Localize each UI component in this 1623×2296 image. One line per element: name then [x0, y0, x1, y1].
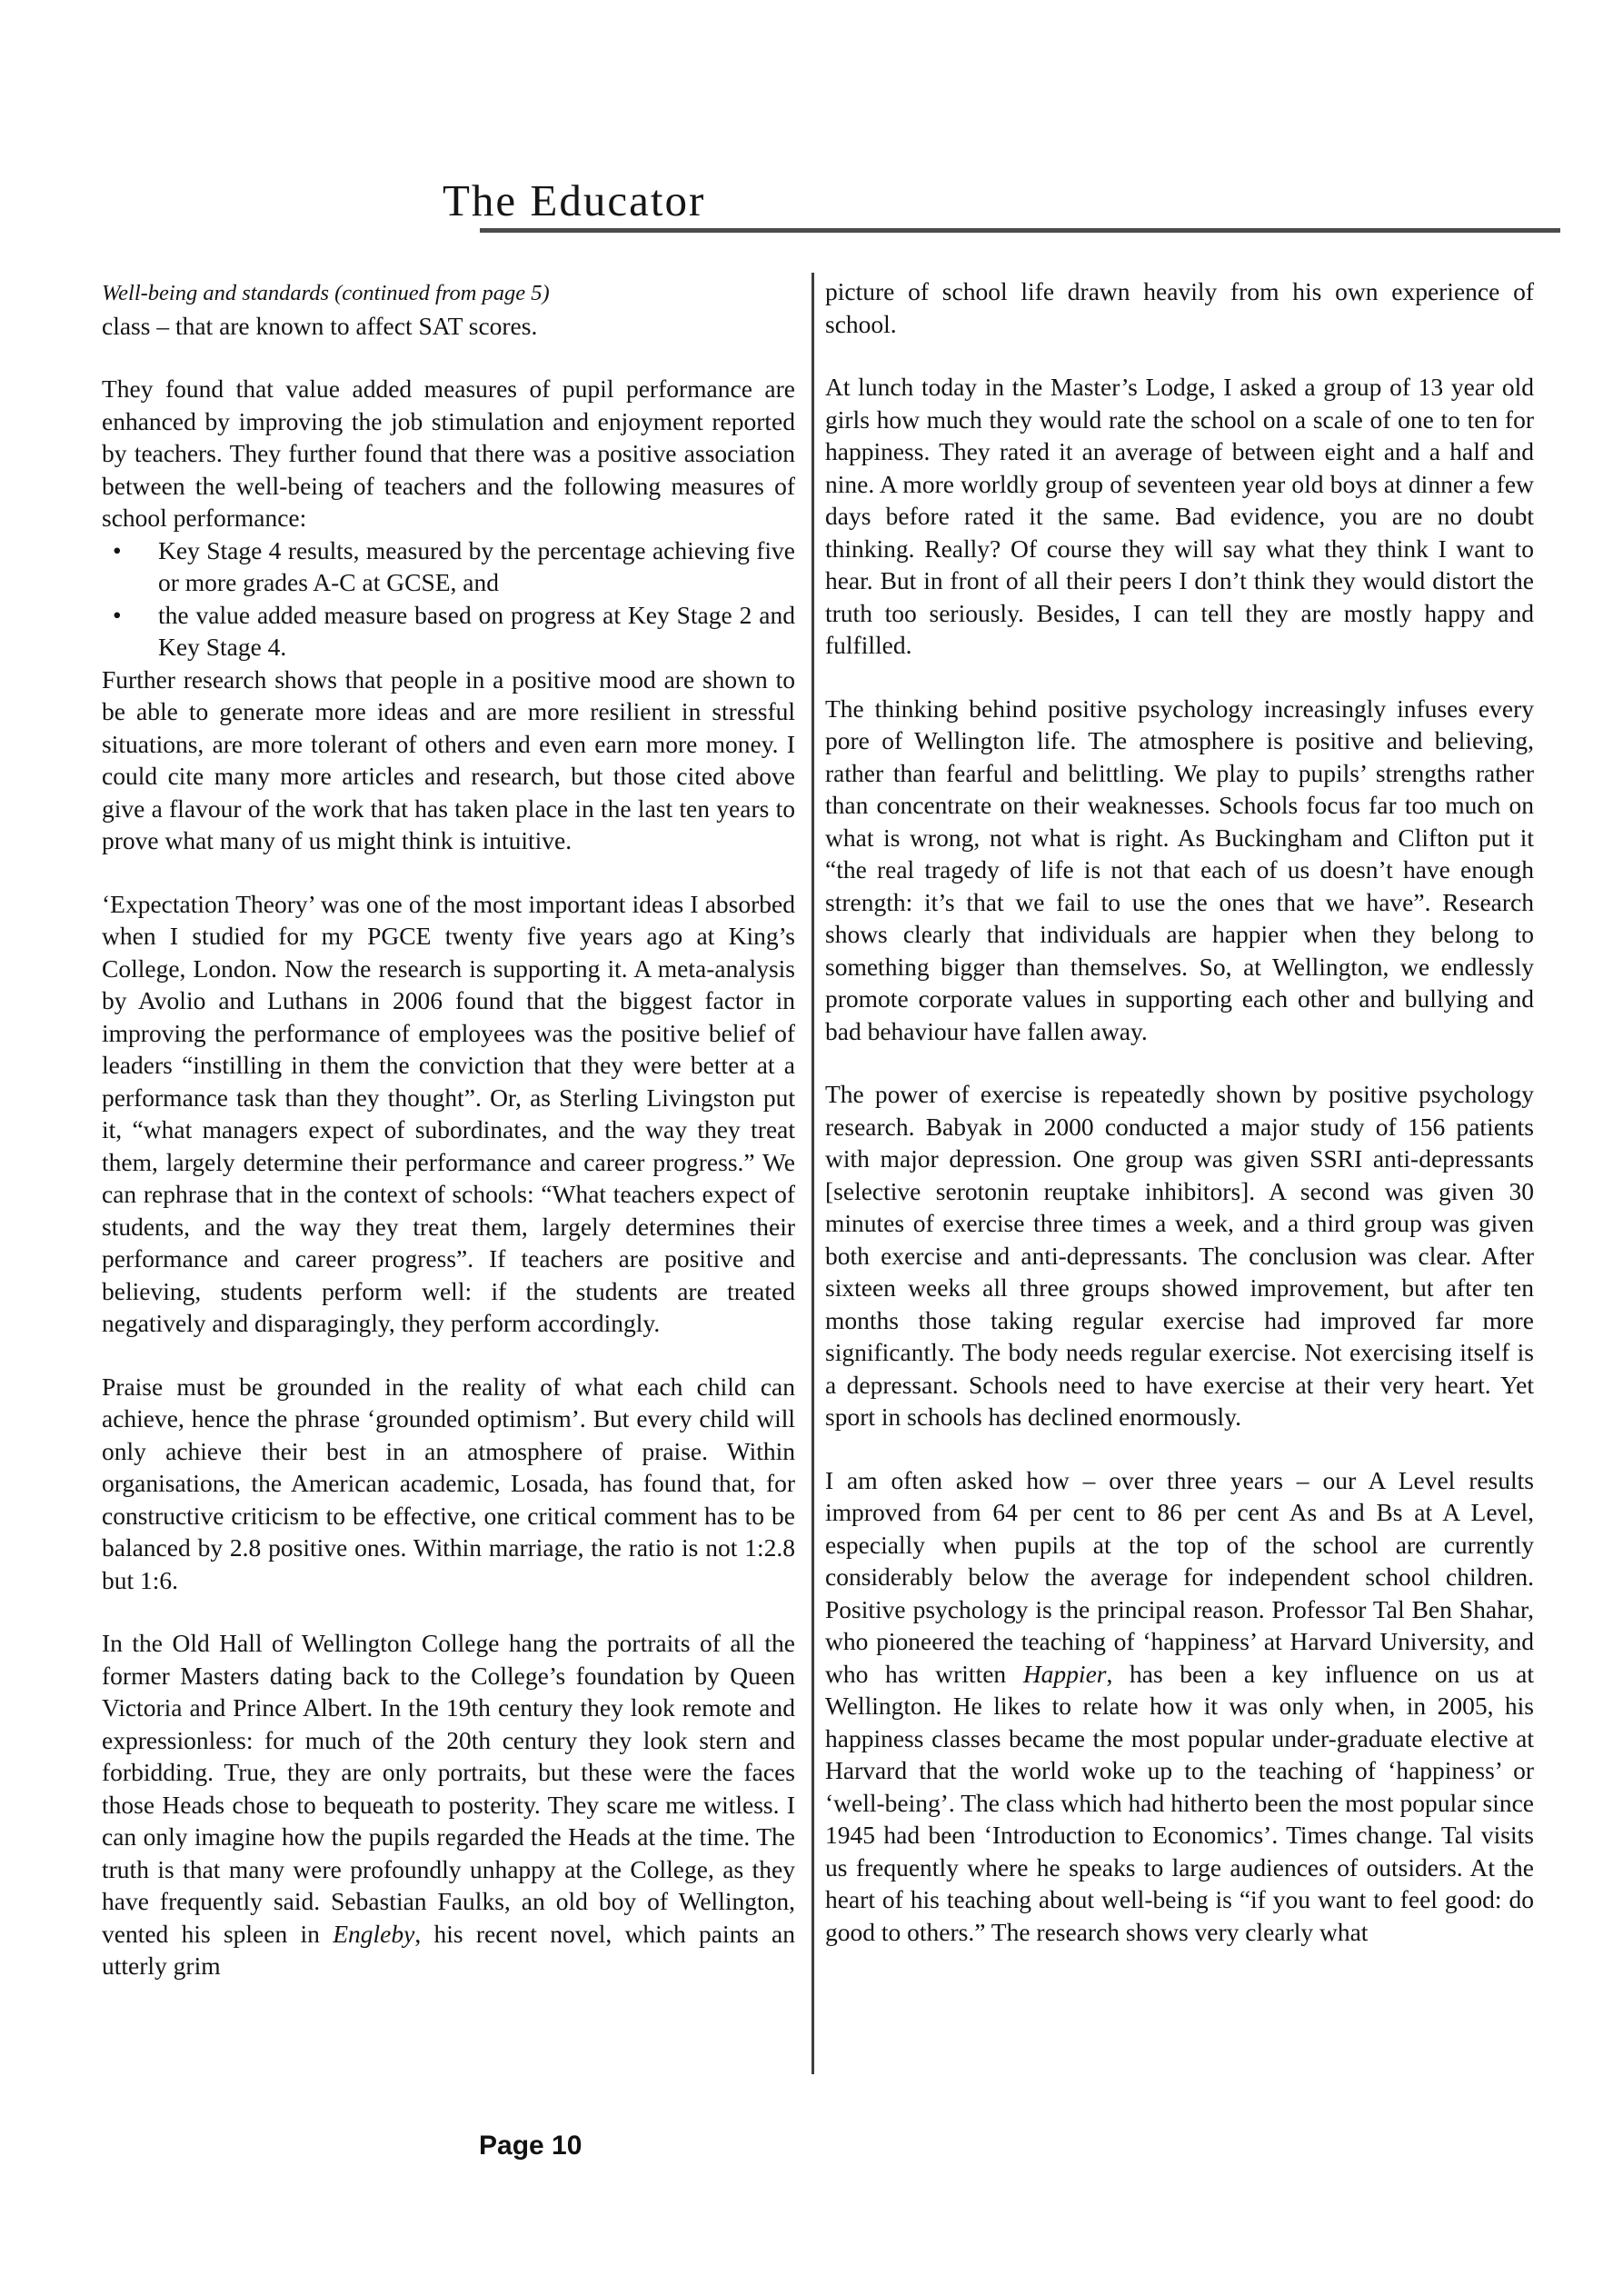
text-run: , has been a key influence on us at Wellington. He likes to relate how it was only when, in 2005, his happiness classes became the most popular under-graduate elective at Harvard that the world woke up to the teaching of ‘happiness’ or ‘well-being’. The class which had hitherto been the most popular since 1945 had been ‘Introduction to Economics’. Times change. Tal visits us frequently where he speaks to large audiences of outsiders. At the heart of his teaching about well-being is “if you want to feel good: do good to others.” The research shows very clearly what — [825, 1659, 1534, 1946]
text-run: The thinking behind positive psychology increasingly infuses every pore of Wellington life. The atmosphere is positive and believing, rather than fearful and belittling. We play to pupils’ strengths rather than concentrate on their weaknesses. Schools focus far too much on what is wrong, not what is right. As Buckingham and Clifton put it “the real tragedy of life is not that each of us doesn’t have enough strength: it’s that we fail to use the ones that we have”. Research shows clearly that individuals are happier when they belong to something bigger than themselves. So, at Wellington, we endlessly promote corporate values in supporting each other and bullying and bad behaviour have fallen away. — [825, 694, 1534, 1045]
bullet-icon: • — [113, 600, 122, 629]
bullet-list — [102, 534, 795, 664]
italic-text: Well-being and standards (continued from page 5) — [102, 281, 550, 305]
paragraph — [825, 371, 1534, 662]
bullet-text — [158, 534, 795, 599]
bullet-icon: • — [113, 535, 122, 564]
bullet-item — [102, 599, 795, 664]
text-run: I am often asked how – over three years – our A Level results improved from 64 per cent to 86 per cent As and Bs at A Level, especially when pupils at the top of the school are currently considerably below the average for independent school children. Positive psychology is the principal reason. Professor Tal Ben Shahar, who pioneered the teaching of ‘happiness’ at Harvard University, and who has written — [825, 1465, 1534, 1688]
left-column — [102, 275, 795, 1982]
paragraph — [102, 1627, 795, 1982]
paragraph — [102, 275, 795, 342]
text-run: Further research shows that people in a positive mood are shown to be able to generate more ideas and are more resilient in stressful situations, are more tolerant of others and even earn more money. I could cite many more articles and research, but those cited above give a flavour of the work that has taken place in the last ten years to prove what many of us might think is intuitive. — [102, 664, 795, 854]
text-run: the value added measure based on progress at Key Stage 2 and Key Stage 4. — [158, 600, 795, 661]
title-rule — [480, 228, 1560, 233]
text-run: Praise must be grounded in the reality of what each child can achieve, hence the phrase ‘grounded optimism’. But every child will only achieve their best in an atmosphere of praise. Within organisations, the American academic, Losada, has found that, for constructive criticism to be effective, one critical comment has to be balanced by 2.8 positive ones. Within marriage, the ratio is not 1:2.8 but 1:6. — [102, 1372, 795, 1594]
paragraph — [825, 1078, 1534, 1433]
paragraph — [102, 373, 795, 534]
text-run: ‘Expectation Theory’ was one of the most important ideas I absorbed when I studied for my PGCE twenty five years ago at King’s College, London. Now the research is supporting it. A meta-analysis by Avolio and Luthans in 2006 found that the biggest factor in improving the performance of employees was the positive belief of leaders “instilling in them the conviction that they were better at a performance task than they thought”. Or, as Sterling Livingston put it, “what managers expect of subordinates, and the way they treat them, largely determine their performance and career progress.” We can rephrase that in the context of schools: “What teachers expect of students, and the way they treat them, largely determines their performance and career progress”. If teachers are positive and believing, students perform well: if the students are treated negatively and disparagingly, they perform accordingly. — [102, 889, 795, 1337]
page-title: The Educator — [443, 175, 706, 225]
italic-text: Happier — [1022, 1659, 1107, 1688]
text-run: Key Stage 4 results, measured by the percentage achieving five or more grades A-C at GCSE, and — [158, 535, 795, 596]
text-run: They found that value added measures of pupil performance are enhanced by improving the job stimulation and enjoyment reported by teachers. They further found that there was a positive association between the well-being of teachers and the following measures of school performance: — [102, 374, 795, 532]
text-run: class – that are known to affect SAT scores. — [102, 311, 538, 340]
italic-text: Engleby — [333, 1919, 415, 1948]
text-run: , his recent novel, which paints an utterly grim — [102, 1919, 795, 1980]
paragraph — [102, 664, 795, 857]
paragraph — [825, 275, 1534, 340]
text-run: picture of school life drawn heavily from his own experience of school. — [825, 277, 1534, 338]
right-column — [825, 275, 1534, 1948]
paragraph — [102, 1371, 795, 1597]
text-run: The power of exercise is repeatedly shown by positive psychology research. Babyak in 2000 conducted a major study of 156 patients with major depression. One group was given SSRI anti-depressants [selective serotonin reuptake inhibitors]. A second was given 30 minutes of exercise three times a week, and a third group was given both exercise and anti-depressants. The conclusion was clear. After sixteen weeks all three groups showed improvement, but after ten months those taking regular exercise had improved far more significantly. The body needs regular exercise. Not exercising itself is a depressant. Schools need to have exercise at their very heart. Yet sport in schools has declined enormously. — [825, 1080, 1534, 1431]
text-run: At lunch today in the Master’s Lodge, I asked a group of 13 year old girls how much they would rate the school on a scale of one to ten for happiness. They rated it an average of between eight and a half and nine. A more worldly group of seventeen year old boys at dinner a few days before rated it the same. Bad evidence, you are no doubt thinking. Really? Of course they will say what they think I want to hear. But in front of all their peers I don’t think they would distort the truth too seriously. Besides, I can tell they are mostly happy and fulfilled. — [825, 373, 1534, 659]
paragraph — [825, 1464, 1534, 1949]
page-number: Page 10 — [479, 2131, 582, 2161]
bullet-item — [102, 534, 795, 599]
bullet-text — [158, 599, 795, 664]
paragraph — [825, 693, 1534, 1048]
column-divider — [812, 273, 814, 2074]
paragraph — [102, 888, 795, 1340]
text-run: In the Old Hall of Wellington College hang the portraits of all the former Masters dating back to the College’s foundation by Queen Victoria and Prince Albert. In the 19th century they look remote and expressionless: for much of the 20th century they look stern and forbidding. True, they are only portraits, but these were the faces those Heads chose to bequeath to posterity. They scare me witless. I can only imagine how the pupils regarded the Heads at the time. The truth is that many were profoundly unhappy at the College, as they have frequently said. Sebastian Faulks, an old boy of Wellington, vented his spleen in — [102, 1629, 795, 1948]
